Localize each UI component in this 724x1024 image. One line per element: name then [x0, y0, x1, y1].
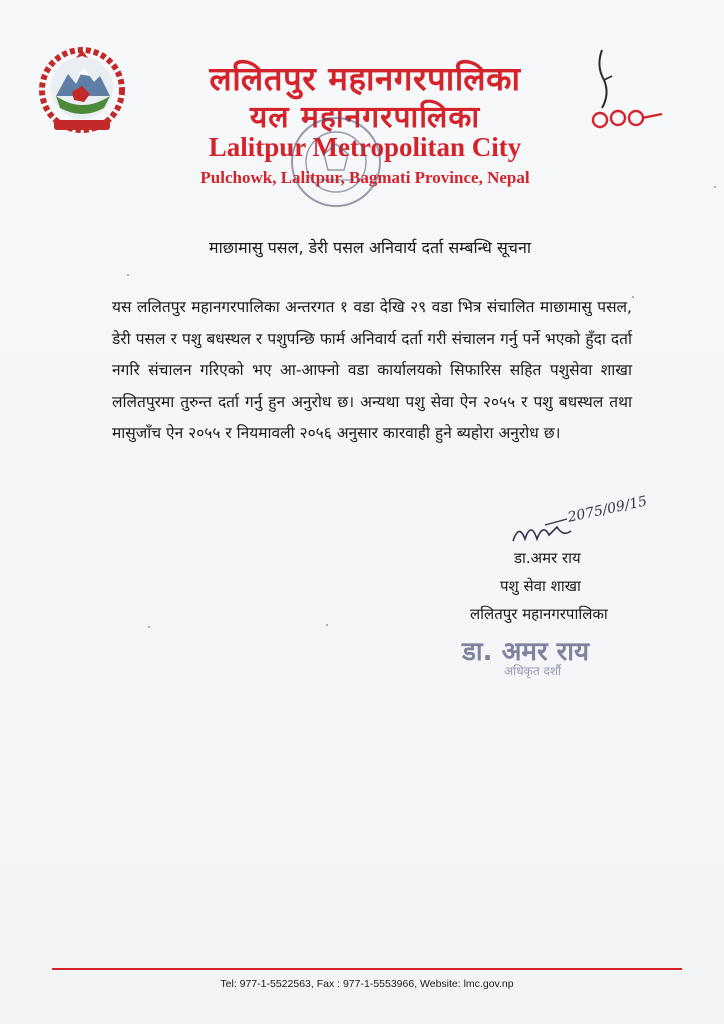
name-stamp-title: अधिकृत दर्शौ [504, 664, 562, 678]
office-stamp [288, 114, 384, 210]
footer-contact: Tel: 977-1-5522563, Fax : 977-1-5553966, Website: lmc.gov.np [220, 978, 514, 990]
signature-date: 2075/09/15 [566, 493, 649, 526]
signatory-organization: ललितपुर महानगरपालिका [470, 605, 608, 623]
name-stamp: डा. अमर राय [462, 637, 590, 667]
notice-body: यस ललितपुर महानगरपालिका अन्तरगत १ वडा देखि २९ वडा भित्र संचालित माछामासु पसल, डेरी पसल र पशु बधस्थल र पशुपन्छि फार्म अनिवार्य दर्ता गरी संचालन गर्नु पर्ने भएको हुँदा दर्ता नगरि संचालन गरिएको भए आ-आफ्नो वडा कार्यालयको सिफारिस सहित पशुसेवा शाखा ललितपुरमा तुरुन्त दर्ता गर्नु हुन अनुरोध छ। अन्यथा पशु सेवा ऐन २०५५ र पशु बधस्थल तथा मासुजाँच ऐन २०५५ र नियमावली २०५६ अनुसार कारवाही हुने ब्यहोरा अनुरोध छ। [112, 298, 632, 442]
nepal-emblem-icon [38, 44, 126, 136]
scan-speck [326, 624, 328, 626]
notice-subject: माछामासु पसल, डेरी पसल अनिवार्य दर्ता सम्बन्धि सूचना [209, 238, 531, 257]
scan-speck [148, 626, 150, 628]
newari-symbol-icon [584, 46, 668, 136]
letterhead-title-english: Lalitpur Metropolitan City [208, 132, 522, 162]
letterhead-title-nepali: ललितपुर महानगरपालिका [209, 59, 521, 98]
scan-speck [714, 186, 716, 188]
signatory-department: पशु सेवा शाखा [500, 577, 581, 595]
letterhead-title-newari: यल महानगरपालिका [249, 100, 481, 135]
scan-speck [127, 274, 129, 276]
footer-divider [52, 968, 682, 970]
letterhead-address: Pulchowk, Lalitpur, Bagmati Province, Nepal [200, 168, 530, 187]
scan-speck [632, 296, 634, 298]
signatory-name: डा.अमर राय [514, 549, 581, 567]
